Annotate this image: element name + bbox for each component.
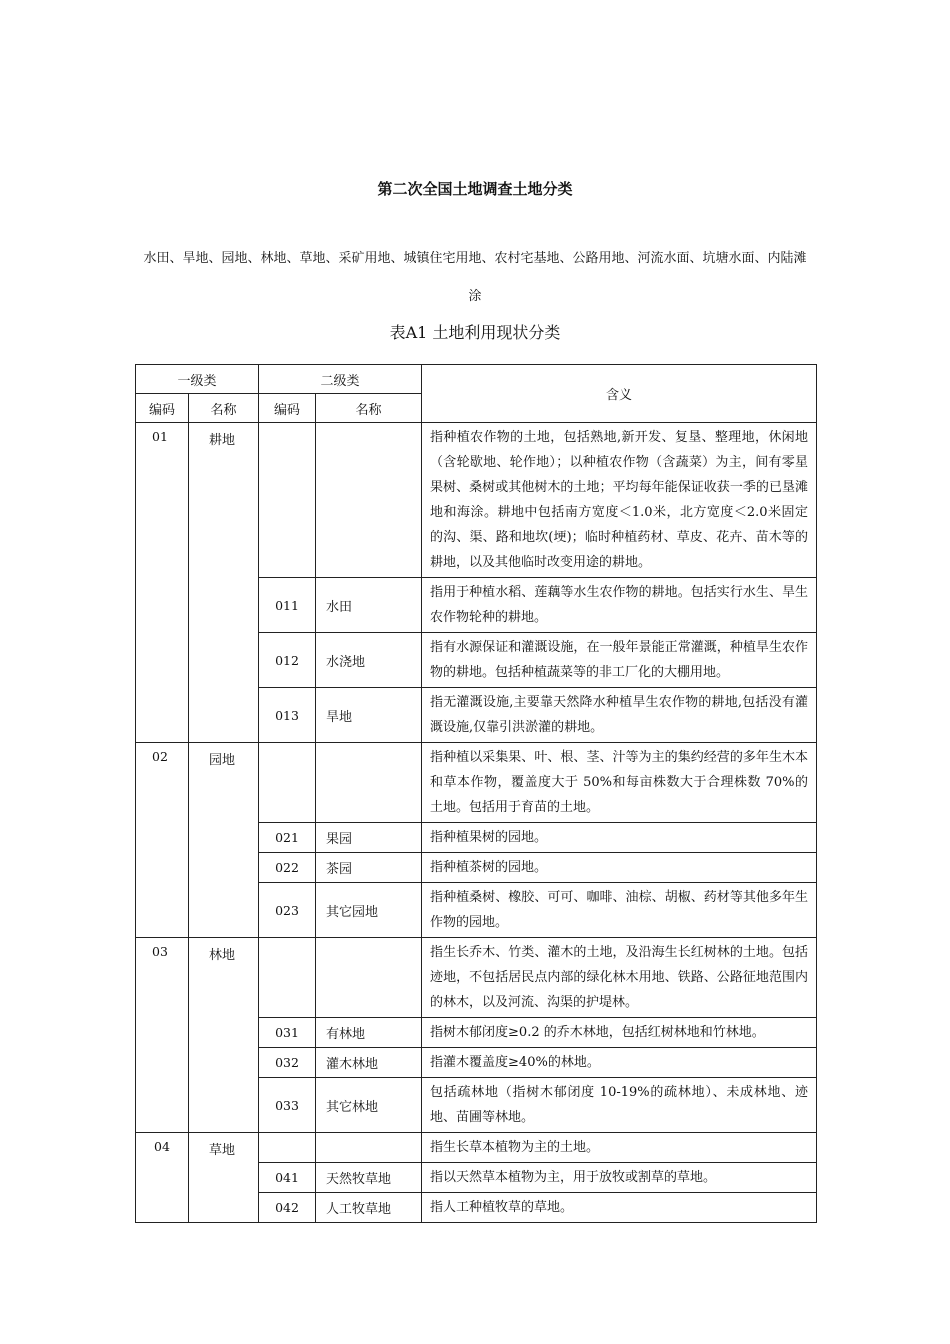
row-meaning: 指用于种植水稻、莲藕等水生农作物的耕地。包括实行水生、旱生农作物轮种的耕地。 — [422, 578, 817, 633]
level2-code: 012 — [259, 633, 316, 688]
level2-name: 其它林地 — [316, 1078, 422, 1133]
row-meaning: 指种植桑树、橡胶、可可、咖啡、油棕、胡椒、药材等其他多年生作物的园地。 — [422, 883, 817, 938]
row-meaning: 指树木郁闭度≥0.2 的乔木林地，包括红树林地和竹林地。 — [422, 1018, 817, 1048]
level2-name: 其它园地 — [316, 883, 422, 938]
row-meaning: 包括疏林地（指树木郁闭度 10-19%的疏林地）、未成林地、迹地、苗圃等林地。 — [422, 1078, 817, 1133]
level2-code: 042 — [259, 1193, 316, 1223]
row-meaning: 指生长乔木、竹类、灌木的土地，及沿海生长红树林的土地。包括迹地，不包括居民点内部的绿化林木用地、铁路、公路征地范围内的林木，以及河流、沟渠的护堤林。 — [422, 938, 817, 1018]
level1-name: 园地 — [189, 743, 259, 938]
level1-name: 耕地 — [189, 423, 259, 743]
level1-name: 草地 — [189, 1133, 259, 1223]
page-title: 第二次全国土地调查土地分类 — [377, 180, 573, 198]
level2-code: 031 — [259, 1018, 316, 1048]
row-meaning: 指无灌溉设施,主要靠天然降水种植旱生农作物的耕地,包括没有灌溉设施,仅靠引洪淤灌的耕地。 — [422, 688, 817, 743]
table-caption: 表A1 土地利用现状分类 — [389, 323, 561, 342]
row-meaning: 指种植果树的园地。 — [422, 823, 817, 853]
header-code: 编码 — [259, 394, 316, 423]
level2-code: 013 — [259, 688, 316, 743]
level2-code: 021 — [259, 823, 316, 853]
header-name: 名称 — [316, 394, 422, 423]
row-meaning: 指灌木覆盖度≥40%的林地。 — [422, 1048, 817, 1078]
level2-code: 011 — [259, 578, 316, 633]
level2-name: 果园 — [316, 823, 422, 853]
level2-name: 灌木林地 — [316, 1048, 422, 1078]
level2-name: 有林地 — [316, 1018, 422, 1048]
level2-code: 041 — [259, 1163, 316, 1193]
row-meaning: 指种植茶树的园地。 — [422, 853, 817, 883]
header-level2: 二级类 — [259, 365, 422, 394]
row-meaning: 指种植以采集果、叶、根、茎、汁等为主的集约经营的多年生木本和草本作物，覆盖度大于 50%和每亩株数大于合理株数 70%的土地。包括用于育苗的土地。 — [422, 743, 817, 823]
table-row — [136, 423, 817, 578]
header-name: 名称 — [189, 394, 259, 423]
level2-name: 天然牧草地 — [316, 1163, 422, 1193]
row-meaning: 指人工种植牧草的草地。 — [422, 1193, 817, 1223]
level2-code: 033 — [259, 1078, 316, 1133]
row-meaning: 指生长草本植物为主的土地。 — [422, 1133, 817, 1163]
header-meaning: 含义 — [422, 365, 817, 423]
level2-name: 人工牧草地 — [316, 1193, 422, 1223]
level2-name: 水浇地 — [316, 633, 422, 688]
intro-text: 水田、旱地、园地、林地、草地、采矿用地、城镇住宅用地、农村宅基地、公路用地、河流水面、坑塘水面、内陆滩涂 — [143, 251, 807, 304]
header-level1: 一级类 — [136, 365, 259, 394]
table-row — [136, 938, 817, 1018]
level2-name: 旱地 — [316, 688, 422, 743]
row-meaning: 指有水源保证和灌溉设施，在一般年景能正常灌溉，种植旱生农作物的耕地。包括种植蔬菜等的非工厂化的大棚用地。 — [422, 633, 817, 688]
level2-name: 水田 — [316, 578, 422, 633]
level1-name: 林地 — [189, 938, 259, 1133]
level2-code: 032 — [259, 1048, 316, 1078]
level1-code: 01 — [136, 423, 189, 743]
row-meaning: 指以天然草本植物为主，用于放牧或割草的草地。 — [422, 1163, 817, 1193]
table-row — [136, 1133, 817, 1163]
level2-name: 茶园 — [316, 853, 422, 883]
level1-code: 02 — [136, 743, 189, 938]
level1-code: 03 — [136, 938, 189, 1133]
header-code: 编码 — [136, 394, 189, 423]
level2-code: 022 — [259, 853, 316, 883]
land-classification-table — [135, 364, 817, 1223]
table-row — [136, 743, 817, 823]
level2-code: 023 — [259, 883, 316, 938]
level1-code: 04 — [136, 1133, 189, 1223]
row-meaning: 指种植农作物的土地，包括熟地,新开发、复垦、整理地，休闲地（含轮歇地、轮作地）；以种植农作物（含蔬菜）为主，间有零星果树、桑树或其他树木的土地；平均每年能保证收获一季的已垦滩地和海涂。耕地中包括南方宽度＜1.0米，北方宽度＜2.0米固定的沟、渠、路和地坎(埂)；临时种植药材、草皮、花卉、苗木等的耕地，以及其他临时改变用途的耕地。 — [422, 423, 817, 578]
